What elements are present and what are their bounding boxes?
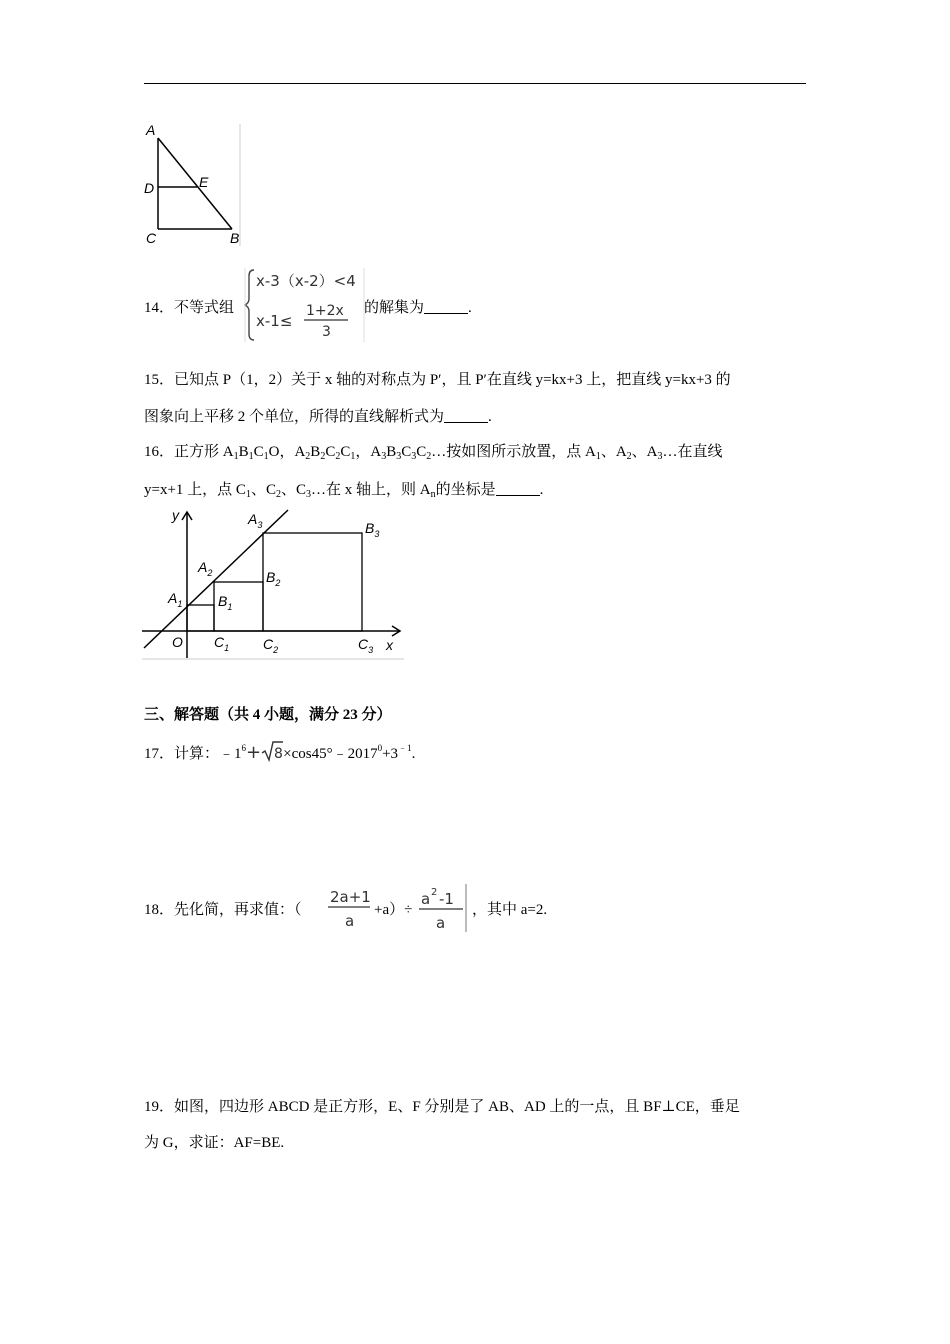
label-c1 xyxy=(214,634,229,653)
question-19-line-2: 为 G，求证：AF=BE. xyxy=(144,1135,285,1151)
segment-ab xyxy=(158,138,232,229)
q16-text-h: y=x+1 上，点 C xyxy=(144,482,246,498)
a1-letter: A xyxy=(168,590,178,606)
c3-letter: C xyxy=(358,636,369,652)
answer-blank xyxy=(444,408,488,423)
label-b: B xyxy=(230,230,240,246)
sub-3: 3 xyxy=(396,451,402,462)
squares-figure xyxy=(142,506,404,662)
sqrt-symbol xyxy=(261,740,283,762)
sub-1: 1 xyxy=(263,451,269,462)
section-title: 三、解答题（共 4 小题，满分 23 分） xyxy=(144,707,392,723)
label-b2 xyxy=(266,569,280,588)
sub-3: 3 xyxy=(411,451,417,462)
q16-text-a: 16．正方形 A xyxy=(144,444,234,460)
q17-text-c: +3 xyxy=(382,746,399,762)
b2-sub: 2 xyxy=(275,578,281,588)
label-b1 xyxy=(218,593,232,612)
answer-blank xyxy=(424,299,468,314)
q16-text-j: 、C xyxy=(280,482,306,498)
frac2-denominator: a xyxy=(436,914,446,932)
sub-2: 2 xyxy=(626,451,632,462)
sub-1: 1 xyxy=(233,451,239,462)
c2-letter: C xyxy=(263,636,274,652)
label-d: D xyxy=(144,180,155,196)
a2-letter: A xyxy=(198,559,208,575)
label-a1 xyxy=(167,590,182,609)
inequality-1: x-3（x-2）<4 xyxy=(256,272,356,290)
q16-text-f: 、A xyxy=(631,444,658,460)
question-18-tail: ，其中 a=2. xyxy=(472,902,548,918)
label-c3 xyxy=(358,636,373,655)
sub-2: 2 xyxy=(275,489,281,500)
frac1-denominator: a xyxy=(345,912,355,930)
q15-end: . xyxy=(488,409,492,425)
c3-sub: 3 xyxy=(368,645,374,655)
question-15-line-1: 15．已知点 P（1，2）关于 x 轴的对称点为 P′，且 P′在直线 y=kx+3 上，把直线 y=kx+3 的 xyxy=(144,372,731,388)
b2-letter: B xyxy=(266,569,276,585)
brace xyxy=(245,270,254,340)
question-18-lead: 18．先化简，再求值：（ xyxy=(144,902,302,918)
sub-2: 2 xyxy=(305,451,311,462)
label-a: A xyxy=(146,122,156,138)
question-14 xyxy=(144,298,234,318)
q17-exp-0: 0 xyxy=(377,743,383,753)
frac1-numerator: 2a+1 xyxy=(330,888,371,906)
inequality-system xyxy=(244,266,366,344)
header-rule xyxy=(144,83,806,84)
b1-letter: B xyxy=(218,593,228,609)
q16-text-l: 的坐标是 xyxy=(435,482,496,498)
sub-3: 3 xyxy=(381,451,387,462)
label-b3 xyxy=(365,520,379,539)
q17-exp-6: 6 xyxy=(241,743,247,753)
q14-number: 14． xyxy=(144,300,175,316)
q16-text-b: O，A xyxy=(268,444,306,460)
inequality-2-left: x-1≤ xyxy=(256,312,293,330)
a1-sub: 1 xyxy=(177,599,183,609)
a2-sub: 2 xyxy=(207,568,213,578)
label-e: E xyxy=(199,174,209,190)
sub-2: 2 xyxy=(426,451,432,462)
answer-blank xyxy=(496,481,540,496)
frac2-numerator-rest: -1 xyxy=(439,890,454,908)
b3-letter: B xyxy=(365,520,375,536)
sub-3: 3 xyxy=(305,489,311,500)
question-14-suffix xyxy=(364,298,472,318)
label-o: O xyxy=(172,634,183,650)
label-x: x xyxy=(386,637,393,653)
ineq-2-denominator: 3 xyxy=(322,324,331,340)
q15-text: 图象向上平移 2 个单位，所得的直线解析式为 xyxy=(144,409,445,425)
plus-a-div: +a）÷ xyxy=(374,902,413,918)
q16-text-k: …在 x 轴上，则 A xyxy=(310,482,431,498)
b3-sub: 3 xyxy=(374,529,380,539)
sub-1: 1 xyxy=(245,489,251,500)
sub-1: 1 xyxy=(350,451,356,462)
q17-text-b: ×cos45°﹣2017 xyxy=(283,746,378,762)
question-16-line-2 xyxy=(144,480,543,505)
q17-plus: + xyxy=(246,742,262,763)
sub-1: 1 xyxy=(248,451,254,462)
q16-text-d: …按如图所示放置，点 A xyxy=(431,444,596,460)
b1-sub: 1 xyxy=(227,602,233,612)
q16-text-e: 、A xyxy=(600,444,627,460)
q16-end: . xyxy=(539,482,544,498)
q16-text-c: ，A xyxy=(355,444,382,460)
square-1 xyxy=(187,605,214,631)
c1-sub: 1 xyxy=(224,643,230,653)
q18-expression xyxy=(326,882,470,934)
frac2-numerator-a: a xyxy=(421,890,431,908)
sub-2: 2 xyxy=(320,451,326,462)
a3-letter: A xyxy=(248,511,258,527)
q14-suffix: 的解集为 xyxy=(364,300,425,316)
q17-end: . xyxy=(411,746,416,762)
sub-2: 2 xyxy=(335,451,341,462)
sub-3: 3 xyxy=(657,451,663,462)
q17-text-a: 17．计算：﹣1 xyxy=(144,746,242,762)
label-c: C xyxy=(146,230,157,246)
triangle-figure xyxy=(140,118,250,250)
question-19-line-1: 19．如图，四边形 ABCD 是正方形，E、F 分别是了 AB、AD 上的一点，且 BF⊥CE，垂足 xyxy=(144,1099,740,1115)
q17-exp-minus-1: ﹣1 xyxy=(398,743,412,753)
a3-sub: 3 xyxy=(257,520,263,530)
sqrt-arg: 8 xyxy=(274,746,284,762)
label-c2 xyxy=(263,636,278,655)
c2-sub: 2 xyxy=(273,645,279,655)
sub-1: 1 xyxy=(595,451,601,462)
label-a2 xyxy=(197,559,212,578)
q14-prefix: 不等式组 xyxy=(174,300,235,316)
q14-end: . xyxy=(468,300,472,316)
q16-text-i: 、C xyxy=(250,482,276,498)
question-17 xyxy=(144,738,415,764)
sub-n: n xyxy=(430,489,436,500)
question-16-line-1: 16．正方形 $A_1B_1C_1O$，$A_2B_2C_2C_1$，$A_3B_3C_3C_2\dots$按如图所示放置，点 $A_1$、$A_2$、$A_3\dots$在直线 xyxy=(144,444,723,462)
q16-text-g: …在直线 xyxy=(662,444,723,460)
ineq-2-numerator: 1+2x xyxy=(306,303,344,319)
label-a3 xyxy=(247,511,262,530)
frac2-numerator-exp: 2 xyxy=(431,887,438,898)
label-y: y xyxy=(172,507,179,523)
c1-letter: C xyxy=(214,634,225,650)
question-15-line-2 xyxy=(144,407,492,427)
